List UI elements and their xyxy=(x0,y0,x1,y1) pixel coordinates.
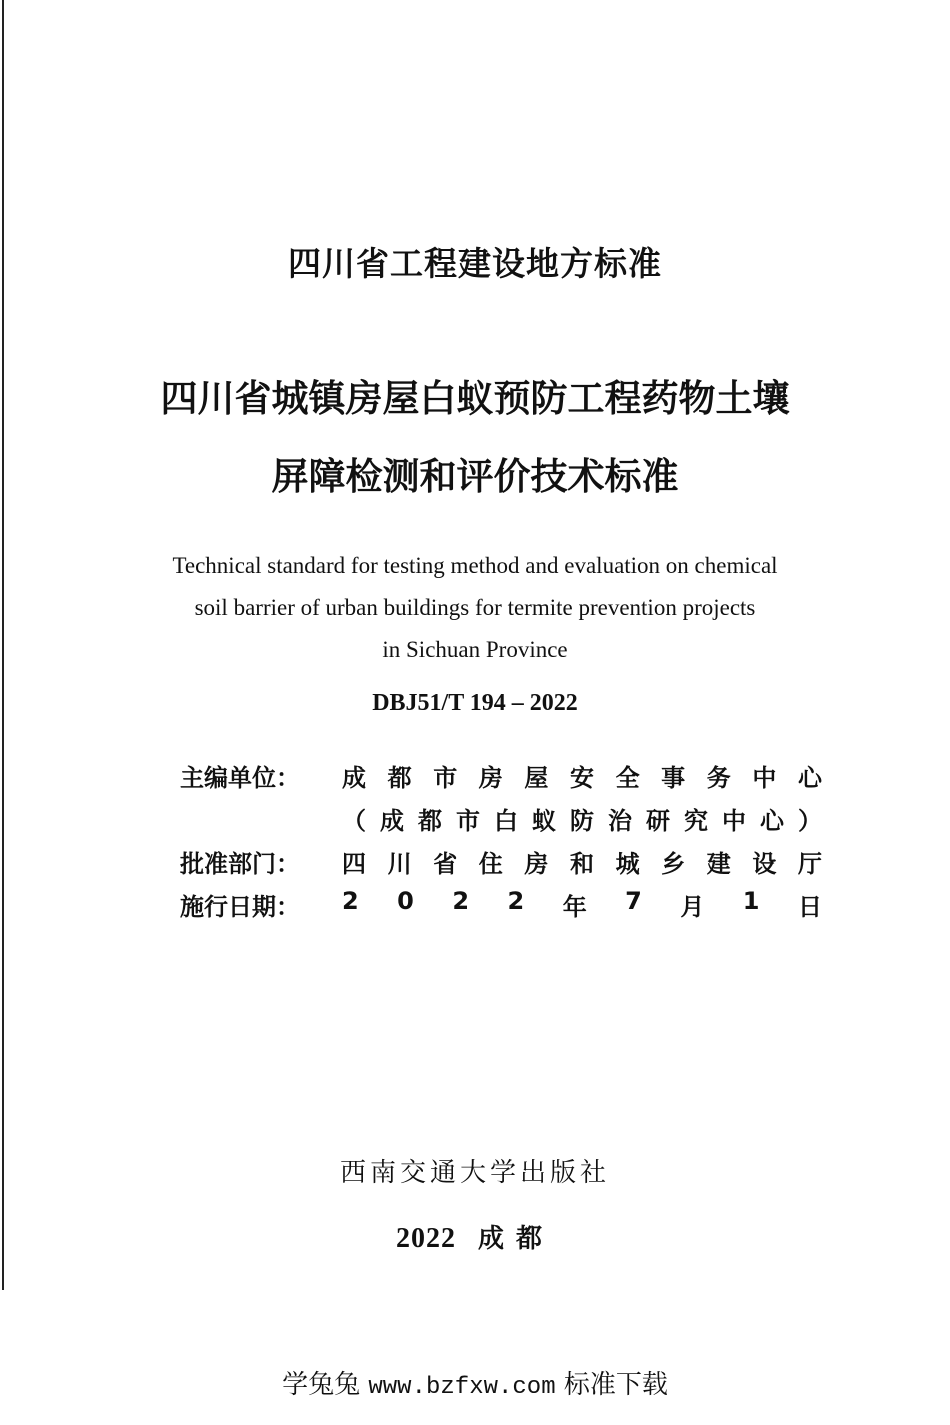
info-char: 建 xyxy=(706,850,731,878)
info-char: 房 xyxy=(524,850,549,878)
info-char: 设 xyxy=(752,850,777,878)
publication-place-year xyxy=(0,1218,950,1255)
info-char: 2 xyxy=(342,887,359,915)
info-char: 都 xyxy=(387,764,412,792)
info-char: 市 xyxy=(433,764,458,792)
watermark-prefix: 学兔兔 xyxy=(282,1370,361,1400)
info-char: 房 xyxy=(478,764,503,792)
approver-label: 批准部门： xyxy=(180,850,300,878)
info-char: 治 xyxy=(608,807,632,835)
info-char: 事 xyxy=(661,764,686,792)
publisher-name: 西南交通大学出版社 xyxy=(339,1158,610,1188)
approver-value xyxy=(342,844,822,879)
info-char: 和 xyxy=(569,850,594,878)
info-char: 蚁 xyxy=(532,807,556,835)
info-char: 都 xyxy=(418,807,442,835)
info-char: 2 xyxy=(452,887,470,915)
info-char: 0 xyxy=(397,887,414,915)
editor-label: 主编单位： xyxy=(180,764,300,792)
info-char: 防 xyxy=(570,807,594,835)
watermark xyxy=(0,1364,950,1401)
info-char: 2 xyxy=(507,887,525,915)
english-title-line-1: Technical standard for testing method and evaluation on chemical xyxy=(172,553,778,578)
info-char: 乡 xyxy=(661,850,686,878)
info-char: 心 xyxy=(760,807,784,835)
info-char: 省 xyxy=(433,850,458,878)
info-char: 7 xyxy=(625,887,642,915)
info-char: （ xyxy=(342,807,366,835)
editor-value-2 xyxy=(342,801,822,836)
watermark-suffix: 标准下载 xyxy=(563,1370,668,1400)
info-char: 月 xyxy=(680,893,705,921)
info-char: 年 xyxy=(562,893,587,921)
info-char: 务 xyxy=(706,764,731,792)
info-char: 研 xyxy=(646,807,670,835)
publication-city: 成都 xyxy=(477,1224,554,1254)
english-title-line-3: in Sichuan Province xyxy=(382,637,568,662)
info-char: 川 xyxy=(387,850,412,878)
info-char: 全 xyxy=(615,764,640,792)
series-title: 四川省工程建设地方标准 xyxy=(288,244,662,283)
info-char: 白 xyxy=(494,807,518,835)
editor-value xyxy=(342,758,822,793)
standard-code: DBJ51/T 194 – 2022 xyxy=(372,690,578,716)
watermark-url[interactable]: www.bzfxw.com xyxy=(368,1374,556,1401)
info-char: 城 xyxy=(615,850,640,878)
info-char: 成 xyxy=(380,807,404,835)
info-char: 住 xyxy=(478,850,503,878)
info-char: 中 xyxy=(722,807,746,835)
info-char: 成 xyxy=(342,764,366,792)
info-char: 市 xyxy=(456,807,480,835)
info-char: 1 xyxy=(742,887,760,915)
info-char: 屋 xyxy=(524,764,549,792)
info-char: 安 xyxy=(569,764,594,792)
info-char: 日 xyxy=(797,893,822,921)
effective-date-label: 施行日期： xyxy=(180,893,300,921)
main-title-line-1: 四川省城镇房屋白蚁预防工程药物土壤 xyxy=(160,377,790,420)
english-title xyxy=(0,545,950,671)
publication-year: 2022 xyxy=(395,1223,456,1254)
info-char: ） xyxy=(798,807,822,835)
info-char: 究 xyxy=(684,807,708,835)
effective-date-value xyxy=(342,887,822,922)
info-char: 厅 xyxy=(797,850,822,878)
info-char: 中 xyxy=(752,764,777,792)
main-title-line-2: 屏障检测和评价技术标准 xyxy=(271,455,679,498)
info-char: 四 xyxy=(342,850,366,878)
english-title-line-2: soil barrier of urban buildings for termite prevention projects xyxy=(194,595,756,620)
info-char: 心 xyxy=(797,764,822,792)
